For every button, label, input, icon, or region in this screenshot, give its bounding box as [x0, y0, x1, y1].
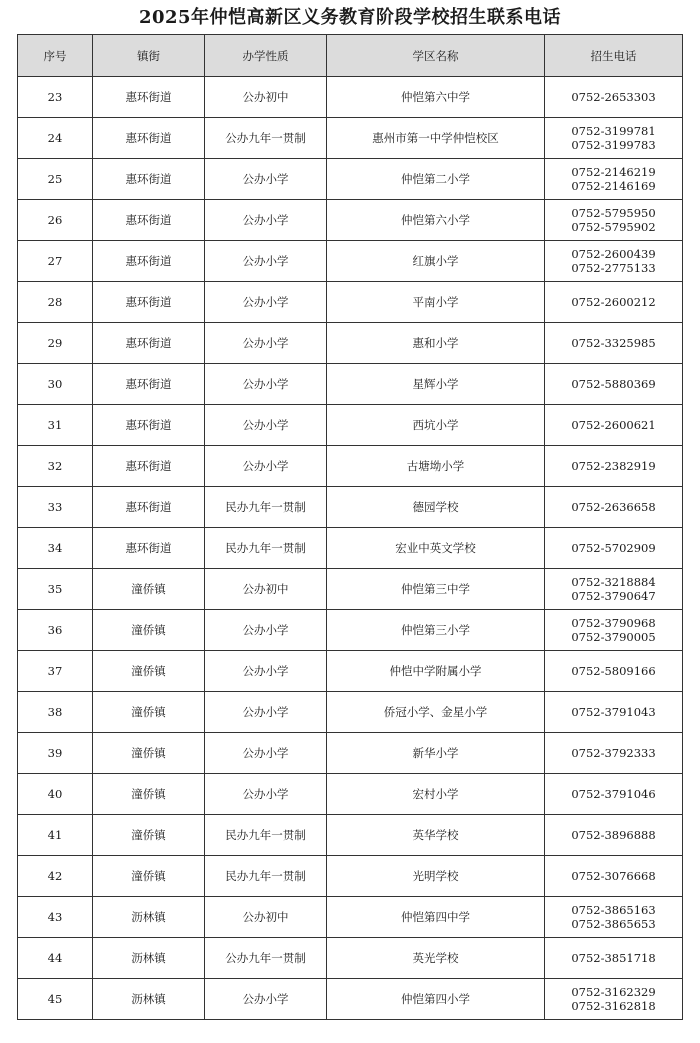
- cell-school: 仲恺第六小学: [327, 200, 545, 241]
- cell-type: 公办小学: [205, 446, 327, 487]
- table-row: [18, 569, 683, 610]
- phone-number: 0752-2653303: [571, 90, 656, 104]
- cell-type: 公办九年一贯制: [205, 118, 327, 159]
- table-row: [18, 815, 683, 856]
- cell-town: 惠环街道: [93, 77, 205, 118]
- cell-type: 公办初中: [205, 77, 327, 118]
- cell-town: 潼侨镇: [93, 692, 205, 733]
- cell-phone: [545, 282, 683, 323]
- cell-no: 31: [18, 405, 93, 446]
- phone-number: 0752-5809166: [571, 664, 656, 678]
- cell-school: 仲恺第四小学: [327, 979, 545, 1020]
- cell-type: 民办九年一贯制: [205, 815, 327, 856]
- cell-no: 32: [18, 446, 93, 487]
- cell-type: 民办九年一贯制: [205, 487, 327, 528]
- cell-no: 29: [18, 323, 93, 364]
- cell-phone: [545, 897, 683, 938]
- cell-town: 惠环街道: [93, 323, 205, 364]
- table-row: [18, 979, 683, 1020]
- cell-type: 公办小学: [205, 241, 327, 282]
- cell-school: 新华小学: [327, 733, 545, 774]
- cell-type: 公办小学: [205, 159, 327, 200]
- cell-phone: [545, 856, 683, 897]
- cell-phone: [545, 569, 683, 610]
- cell-town: 潼侨镇: [93, 610, 205, 651]
- cell-type: 公办小学: [205, 692, 327, 733]
- table-row: [18, 159, 683, 200]
- cell-type: 公办小学: [205, 364, 327, 405]
- cell-phone: [545, 733, 683, 774]
- phone-number: 0752-2146169: [571, 179, 656, 193]
- cell-town: 惠环街道: [93, 528, 205, 569]
- cell-no: 33: [18, 487, 93, 528]
- cell-town: 惠环街道: [93, 364, 205, 405]
- cell-phone: [545, 610, 683, 651]
- cell-type: 公办小学: [205, 774, 327, 815]
- column-header-phone: 招生电话: [545, 35, 683, 77]
- cell-school: 仲恺第四中学: [327, 897, 545, 938]
- cell-no: 37: [18, 651, 93, 692]
- cell-type: 公办小学: [205, 405, 327, 446]
- cell-phone: [545, 979, 683, 1020]
- table-row: [18, 405, 683, 446]
- phone-number: 0752-3865653: [571, 917, 656, 931]
- cell-school: 惠州市第一中学仲恺校区: [327, 118, 545, 159]
- cell-no: 42: [18, 856, 93, 897]
- table-row: [18, 118, 683, 159]
- cell-no: 26: [18, 200, 93, 241]
- cell-type: 公办小学: [205, 651, 327, 692]
- cell-phone: [545, 528, 683, 569]
- phone-number: 0752-3076668: [571, 869, 656, 883]
- enrollment-table: [17, 34, 683, 1020]
- phone-number: 0752-3199783: [571, 138, 656, 152]
- cell-town: 潼侨镇: [93, 856, 205, 897]
- cell-town: 沥林镇: [93, 897, 205, 938]
- cell-phone: [545, 364, 683, 405]
- phone-number: 0752-3162329: [571, 985, 656, 999]
- cell-school: 仲恺第三中学: [327, 569, 545, 610]
- cell-town: 惠环街道: [93, 487, 205, 528]
- cell-type: 公办初中: [205, 897, 327, 938]
- table-row: [18, 692, 683, 733]
- cell-school: 仲恺中学附属小学: [327, 651, 545, 692]
- table-row: [18, 610, 683, 651]
- cell-type: 公办九年一贯制: [205, 938, 327, 979]
- cell-town: 潼侨镇: [93, 815, 205, 856]
- cell-school: 光明学校: [327, 856, 545, 897]
- table-row: [18, 897, 683, 938]
- phone-number: 0752-5795902: [571, 220, 656, 234]
- table-body: [18, 77, 683, 1020]
- phone-number: 0752-2146219: [571, 165, 656, 179]
- cell-type: 公办小学: [205, 200, 327, 241]
- cell-phone: [545, 159, 683, 200]
- cell-type: 公办初中: [205, 569, 327, 610]
- cell-no: 25: [18, 159, 93, 200]
- cell-town: 潼侨镇: [93, 651, 205, 692]
- cell-phone: [545, 405, 683, 446]
- cell-school: 红旗小学: [327, 241, 545, 282]
- table-row: [18, 938, 683, 979]
- phone-number: 0752-3199781: [571, 124, 656, 138]
- cell-no: 38: [18, 692, 93, 733]
- cell-type: 民办九年一贯制: [205, 528, 327, 569]
- phone-number: 0752-2600439: [571, 247, 656, 261]
- cell-no: 24: [18, 118, 93, 159]
- cell-school: 星辉小学: [327, 364, 545, 405]
- table-row: [18, 241, 683, 282]
- cell-type: 公办小学: [205, 733, 327, 774]
- cell-school: 仲恺第二小学: [327, 159, 545, 200]
- cell-no: 28: [18, 282, 93, 323]
- phone-number: 0752-3790647: [571, 589, 656, 603]
- cell-no: 43: [18, 897, 93, 938]
- cell-phone: [545, 323, 683, 364]
- phone-number: 0752-3325985: [571, 336, 656, 350]
- phone-number: 0752-2600621: [571, 418, 656, 432]
- phone-number: 0752-5702909: [571, 541, 656, 555]
- cell-town: 惠环街道: [93, 200, 205, 241]
- cell-no: 41: [18, 815, 93, 856]
- cell-town: 惠环街道: [93, 118, 205, 159]
- cell-town: 惠环街道: [93, 159, 205, 200]
- table-row: [18, 364, 683, 405]
- cell-town: 潼侨镇: [93, 774, 205, 815]
- cell-phone: [545, 651, 683, 692]
- cell-school: 惠和小学: [327, 323, 545, 364]
- cell-phone: [545, 118, 683, 159]
- table-row: [18, 282, 683, 323]
- table-row: [18, 774, 683, 815]
- cell-school: 宏业中英文学校: [327, 528, 545, 569]
- phone-number: 0752-5795950: [571, 206, 656, 220]
- cell-school: 英华学校: [327, 815, 545, 856]
- cell-school: 平南小学: [327, 282, 545, 323]
- cell-school: 德园学校: [327, 487, 545, 528]
- table-row: [18, 323, 683, 364]
- cell-type: 公办小学: [205, 323, 327, 364]
- table-row: [18, 856, 683, 897]
- table-row: [18, 528, 683, 569]
- cell-phone: [545, 77, 683, 118]
- cell-town: 惠环街道: [93, 446, 205, 487]
- table-row: [18, 651, 683, 692]
- phone-number: 0752-2382919: [571, 459, 656, 473]
- cell-school: 侨冠小学、金星小学: [327, 692, 545, 733]
- cell-phone: [545, 446, 683, 487]
- phone-number: 0752-2775133: [571, 261, 656, 275]
- phone-number: 0752-2636658: [571, 500, 656, 514]
- cell-type: 民办九年一贯制: [205, 856, 327, 897]
- phone-number: 0752-2600212: [571, 295, 656, 309]
- phone-number: 0752-3162818: [571, 999, 656, 1013]
- table-row: [18, 77, 683, 118]
- phone-number: 0752-3851718: [571, 951, 656, 965]
- phone-number: 0752-3792333: [571, 746, 656, 760]
- cell-no: 36: [18, 610, 93, 651]
- cell-school: 古塘坳小学: [327, 446, 545, 487]
- cell-no: 34: [18, 528, 93, 569]
- phone-number: 0752-5880369: [571, 377, 656, 391]
- page-title: 2025年仲恺高新区义务教育阶段学校招生联系电话: [138, 7, 562, 28]
- cell-no: 40: [18, 774, 93, 815]
- table-header-row: [18, 35, 683, 77]
- cell-town: 潼侨镇: [93, 733, 205, 774]
- table-row: [18, 200, 683, 241]
- cell-town: 惠环街道: [93, 282, 205, 323]
- cell-phone: [545, 938, 683, 979]
- cell-no: 35: [18, 569, 93, 610]
- column-header-school: 学区名称: [327, 35, 545, 77]
- phone-number: 0752-3791043: [571, 705, 656, 719]
- cell-phone: [545, 487, 683, 528]
- table-row: [18, 446, 683, 487]
- cell-phone: [545, 774, 683, 815]
- cell-school: 仲恺第六中学: [327, 77, 545, 118]
- phone-number: 0752-3896888: [571, 828, 656, 842]
- cell-school: 英光学校: [327, 938, 545, 979]
- cell-no: 27: [18, 241, 93, 282]
- column-header-town: 镇街: [93, 35, 205, 77]
- cell-town: 沥林镇: [93, 938, 205, 979]
- phone-number: 0752-3865163: [571, 903, 656, 917]
- column-header-type: 办学性质: [205, 35, 327, 77]
- cell-school: 仲恺第三小学: [327, 610, 545, 651]
- cell-town: 惠环街道: [93, 241, 205, 282]
- column-header-no: 序号: [18, 35, 93, 77]
- phone-number: 0752-3218884: [571, 575, 656, 589]
- cell-phone: [545, 241, 683, 282]
- cell-school: 宏村小学: [327, 774, 545, 815]
- cell-town: 潼侨镇: [93, 569, 205, 610]
- table-row: [18, 487, 683, 528]
- cell-no: 39: [18, 733, 93, 774]
- cell-school: 西坑小学: [327, 405, 545, 446]
- cell-no: 44: [18, 938, 93, 979]
- cell-town: 惠环街道: [93, 405, 205, 446]
- cell-type: 公办小学: [205, 979, 327, 1020]
- cell-no: 30: [18, 364, 93, 405]
- cell-no: 45: [18, 979, 93, 1020]
- cell-phone: [545, 692, 683, 733]
- phone-number: 0752-3790005: [571, 630, 656, 644]
- cell-phone: [545, 815, 683, 856]
- cell-phone: [545, 200, 683, 241]
- cell-no: 23: [18, 77, 93, 118]
- phone-number: 0752-3790968: [571, 616, 656, 630]
- cell-town: 沥林镇: [93, 979, 205, 1020]
- cell-type: 公办小学: [205, 282, 327, 323]
- phone-number: 0752-3791046: [571, 787, 656, 801]
- table-row: [18, 733, 683, 774]
- cell-type: 公办小学: [205, 610, 327, 651]
